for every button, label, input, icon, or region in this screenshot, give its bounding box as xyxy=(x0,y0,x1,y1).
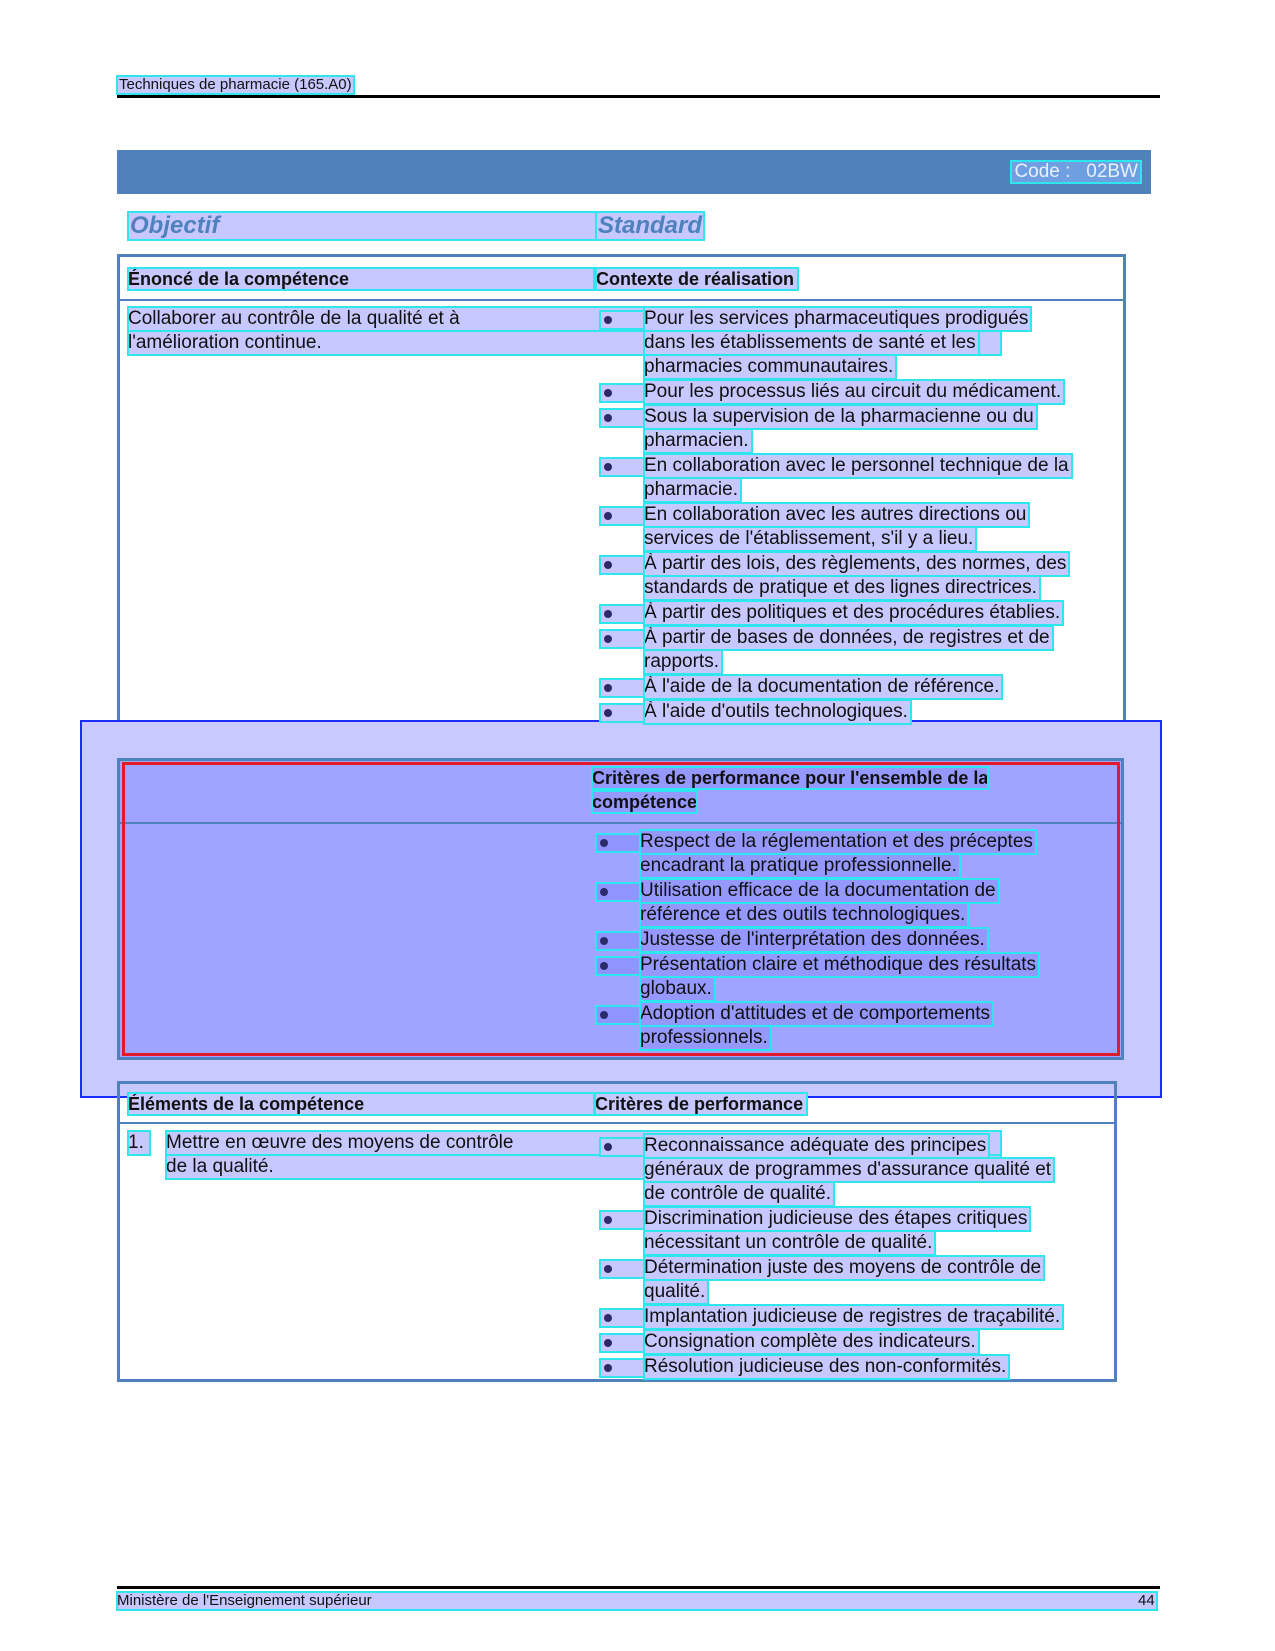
table3-header-rule xyxy=(120,1122,1114,1124)
bullet-icon xyxy=(600,311,644,329)
list-item-line: dans les établissements de santé et les xyxy=(644,331,979,355)
list-item-line: Pour les processus liés au circuit du médicament. xyxy=(644,380,1064,404)
list-item-line: Implantation judicieuse de registres de traçabilité. xyxy=(644,1305,1063,1329)
bullet-icon xyxy=(600,384,644,402)
list-item-line: Justesse de l'interprétation des données. xyxy=(640,928,988,952)
document-header-title: Techniques de pharmacie (165.A0) xyxy=(119,76,352,93)
overall-criteria-header-line: compétence xyxy=(592,792,698,812)
bullet-icon xyxy=(596,1006,640,1024)
list-item-line: Consignation complète des indicateurs. xyxy=(644,1330,979,1354)
overall-criteria-header-line: Critères de performance pour l'ensemble de la xyxy=(592,768,989,788)
header-rule xyxy=(117,95,1160,98)
elements-header: Éléments de la compétence xyxy=(128,1093,594,1115)
list-item-line: Détermination juste des moyens de contrôle de xyxy=(644,1256,1044,1280)
standard-title: Standard xyxy=(598,212,703,239)
list-item-line: pharmacien. xyxy=(644,429,752,453)
list-item-line: pharmacie. xyxy=(644,478,741,502)
bullet-icon xyxy=(596,834,640,852)
list-item-line: En collaboration avec les autres directions ou xyxy=(644,503,1029,527)
list-item-line: professionnels. xyxy=(640,1026,771,1050)
list-item-line: Pour les services pharmaceutiques prodigués xyxy=(644,307,1031,331)
list-item-line: Résolution judicieuse des non-conformités. xyxy=(644,1355,1009,1379)
bullet-icon xyxy=(596,932,640,950)
list-item-line: standards de pratique et des lignes directrices. xyxy=(644,576,1040,600)
bullet-icon xyxy=(600,630,644,648)
list-item-line: À partir des politiques et des procédures établies. xyxy=(644,601,1063,625)
list-item-line: À partir de bases de données, de registres et de xyxy=(644,626,1053,650)
bullet-icon xyxy=(600,605,644,623)
context-header: Contexte de réalisation xyxy=(596,268,798,290)
list-item-line: Utilisation efficace de la documentation de xyxy=(640,879,999,903)
list-item-line: qualité. xyxy=(644,1280,708,1304)
code-bar xyxy=(117,150,1151,194)
list-item-line: généraux de programmes d'assurance qualité et xyxy=(644,1158,1054,1182)
competency-statement-line: Collaborer au contrôle de la qualité et à xyxy=(128,307,1001,331)
bullet-icon xyxy=(600,556,644,574)
list-item-line: Sous la supervision de la pharmacienne ou du xyxy=(644,405,1037,429)
bullet-icon xyxy=(600,507,644,525)
list-item-line: encadrant la pratique professionnelle. xyxy=(640,854,960,878)
criteria-header: Critères de performance xyxy=(595,1093,807,1115)
bullet-icon xyxy=(600,458,644,476)
list-item-line: Respect de la réglementation et des préceptes xyxy=(640,830,1036,854)
list-item-line: Discrimination judicieuse des étapes critiques xyxy=(644,1207,1030,1231)
list-item-line: pharmacies communautaires. xyxy=(644,355,896,379)
bullet-icon xyxy=(600,1334,644,1352)
list-item-line: À partir des lois, des règlements, des normes, des xyxy=(644,552,1069,576)
bullet-icon xyxy=(596,883,640,901)
competency-code: Code : 02BW xyxy=(1011,161,1141,183)
statement-header: Énoncé de la compétence xyxy=(128,268,594,290)
list-item-line: En collaboration avec le personnel technique de la xyxy=(644,454,1072,478)
list-item-line: Reconnaissance adéquate des principes xyxy=(644,1134,989,1158)
bullet-icon xyxy=(596,957,640,975)
bullet-icon xyxy=(600,1359,644,1377)
list-item-line: Adoption d'attitudes et de comportements xyxy=(640,1002,993,1026)
list-item-line: À l'aide de la documentation de référence. xyxy=(644,675,1002,699)
page-number: 44 xyxy=(1138,1592,1155,1609)
competency-statement-line: l'amélioration continue. xyxy=(128,331,1001,355)
list-item-line: Présentation claire et méthodique des résultats xyxy=(640,953,1039,977)
list-item-line: À l'aide d'outils technologiques. xyxy=(644,700,911,724)
list-item-line: référence et des outils technologiques. xyxy=(640,903,968,927)
bullet-icon xyxy=(600,1211,644,1229)
list-item-line: rapports. xyxy=(644,650,722,674)
footer-ministry: Ministère de l'Enseignement supérieur xyxy=(117,1592,372,1609)
bullet-icon xyxy=(600,409,644,427)
bullet-icon xyxy=(600,679,644,697)
bullet-icon xyxy=(600,1309,644,1327)
bullet-icon xyxy=(600,1260,644,1278)
element-line: de la qualité. xyxy=(166,1155,1001,1179)
objectif-title: Objectif xyxy=(128,212,596,240)
table1-header-rule xyxy=(120,299,1123,301)
list-item-line: globaux. xyxy=(640,977,715,1001)
bullet-icon xyxy=(600,1138,644,1156)
list-item-line: services de l'établissement, s'il y a lieu. xyxy=(644,527,976,551)
list-item-line: de contrôle de qualité. xyxy=(644,1182,834,1206)
element-line: Mettre en œuvre des moyens de contrôle xyxy=(166,1131,1001,1155)
element-number: 1. xyxy=(128,1131,150,1155)
bullet-icon xyxy=(600,704,644,722)
footer-rule xyxy=(117,1586,1160,1589)
list-item-line: nécessitant un contrôle de qualité. xyxy=(644,1231,935,1255)
